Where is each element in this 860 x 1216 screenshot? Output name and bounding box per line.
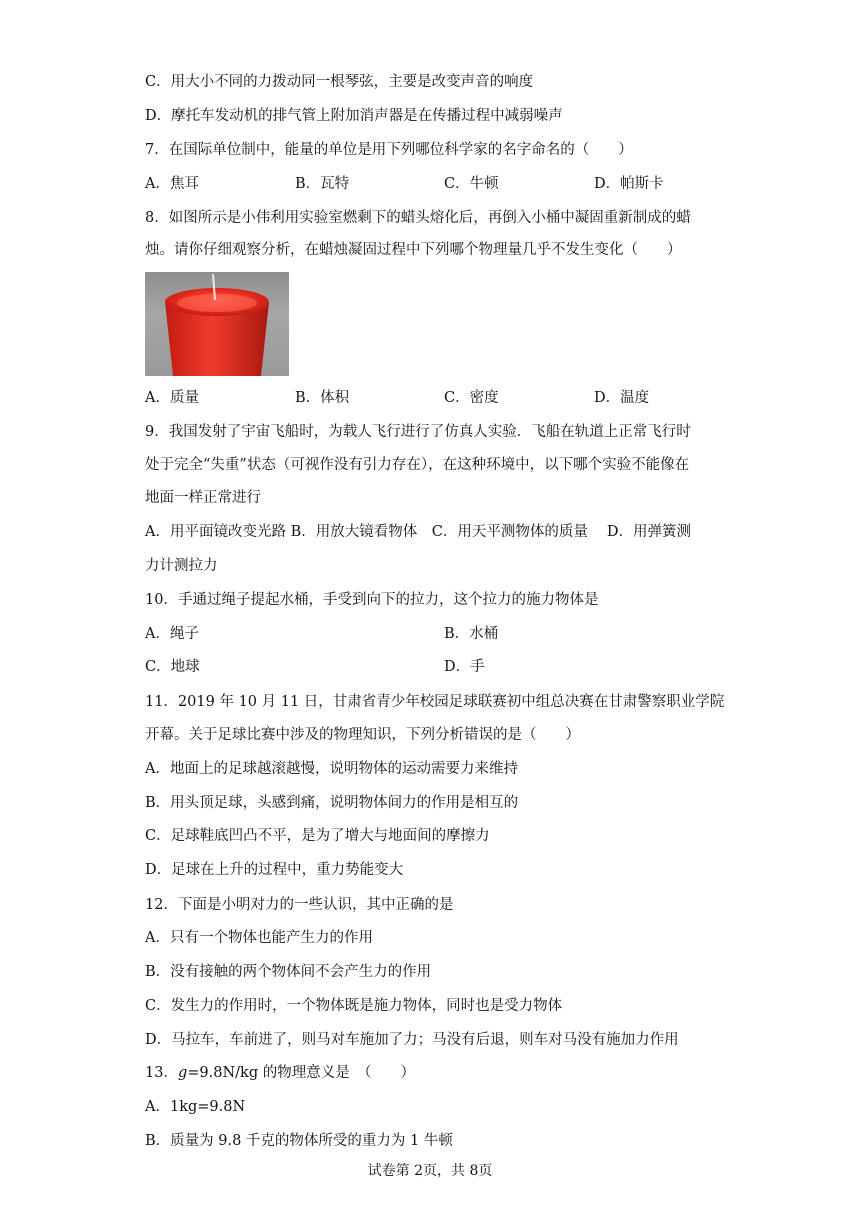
q6-option-d: D．摩托车发动机的排气管上附加消声器是在传播过程中减弱噪声 — [145, 108, 563, 124]
q13-number: 13． — [145, 1065, 178, 1081]
question-8-line2: 烛。请你仔细观察分析，在蜡烛凝固过程中下列哪个物理量几乎不发生变化（ ） — [145, 242, 682, 258]
question-11-line2: 开幕。关于足球比赛中涉及的物理知识，下列分析错误的是（ ） — [145, 727, 580, 743]
q10-option-d: D．手 — [444, 659, 485, 675]
question-12: 12．下面是小明对力的一些认识，其中正确的是 — [145, 897, 454, 913]
q10-option-b: B．水桶 — [444, 626, 499, 642]
q9-options-line1: A．用平面镜改变光路 B．用放大镜看物体 C．用天平测物体的质量 D．用弹簧测 — [145, 524, 692, 540]
q11-option-d: D．足球在上升的过程中，重力势能变大 — [145, 862, 404, 878]
q13-text: =9.8N/kg 的物理意义是 （ ） — [187, 1065, 415, 1081]
q11-option-c: C．足球鞋底凹凸不平，是为了增大与地面间的摩擦力 — [145, 828, 490, 844]
q12-option-c: C．发生力的作用时，一个物体既是施力物体，同时也是受力物体 — [145, 998, 563, 1014]
question-9-line1: 9．我国发射了宇宙飞船时，为载人飞行进行了仿真人实验．飞船在轨道上正常飞行时 — [145, 424, 691, 440]
question-11-line1: 11．2019 年 10 月 11 日，甘肃省青少年校园足球联赛初中组总决赛在甘肃警察职业学院 — [145, 694, 725, 710]
q10-option-a: A．绳子 — [145, 626, 199, 642]
question-9-line2: 处于完全“失重”状态（可视作没有引力存在），在这种环境中，以下哪个实验不能像在 — [145, 457, 690, 473]
question-13 — [145, 1063, 415, 1083]
q12-option-d: D．马拉车，车前进了，则马对车施加了力；马没有后退，则车对马没有施加力作用 — [145, 1032, 679, 1048]
q8-option-d: D．温度 — [594, 390, 650, 406]
question-8-line1: 8．如图所示是小伟利用实验室燃剩下的蜡头熔化后，再倒入小桶中凝固重新制成的蜡 — [145, 210, 691, 226]
q13-option-a: A．1kg=9.8N — [145, 1099, 246, 1115]
question-10: 10．手通过绳子提起水桶，手受到向下的拉力，这个拉力的施力物体是 — [145, 592, 599, 608]
q7-option-c: C．牛顿 — [444, 176, 499, 192]
q6-option-c: C．用大小不同的力拨动同一根琴弦，主要是改变声音的响度 — [145, 74, 534, 90]
question-9-line3: 地面一样正常进行 — [145, 490, 261, 506]
q8-option-c: C．密度 — [444, 390, 499, 406]
q8-option-a: A．质量 — [145, 390, 199, 406]
q7-option-d: D．帕斯卡 — [594, 176, 664, 192]
q12-option-b: B．没有接触的两个物体间不会产生力的作用 — [145, 964, 432, 980]
q11-option-b: B．用头顶足球，头感到痛，说明物体间力的作用是相互的 — [145, 795, 519, 811]
candle-photo — [145, 272, 289, 376]
question-7: 7．在国际单位制中，能量的单位是用下列哪位科学家的名字命名的（ ） — [145, 142, 633, 158]
q13-symbol-g: g — [177, 1065, 188, 1081]
q11-option-a: A．地面上的足球越滚越慢，说明物体的运动需要力来维持 — [145, 761, 518, 777]
q13-option-b: B．质量为 9.8 千克的物体所受的重力为 1 牛顿 — [145, 1133, 453, 1149]
page-footer: 试卷第 2页，共 8页 — [367, 1163, 493, 1179]
q9-options-line2: 力计测拉力 — [145, 558, 218, 574]
q8-option-b: B．体积 — [295, 390, 350, 406]
q10-option-c: C．地球 — [145, 659, 200, 675]
q12-option-a: A．只有一个物体也能产生力的作用 — [145, 930, 373, 946]
q7-option-b: B．瓦特 — [295, 176, 350, 192]
q7-option-a: A．焦耳 — [145, 176, 199, 192]
